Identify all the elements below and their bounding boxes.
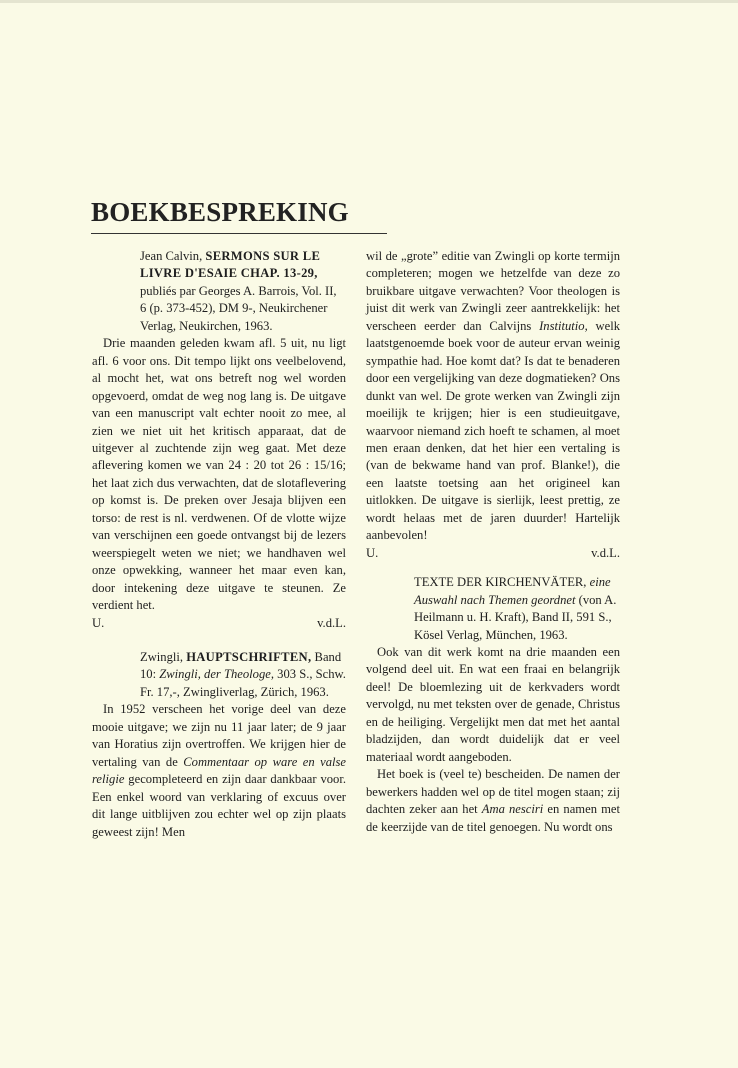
review-signature bbox=[92, 615, 346, 632]
signature-initial: U. bbox=[366, 545, 379, 560]
ref-band: Band 10: bbox=[140, 649, 342, 682]
ref-subtitle: Zwingli, der Theologe, bbox=[159, 667, 274, 682]
review-body-kirchenvater-2 bbox=[366, 766, 620, 836]
left-column bbox=[92, 248, 346, 841]
ref-details: 303 S., Schw. Fr. 17,-, Zwingliverlag, Zürich, 1963. bbox=[140, 667, 346, 699]
signature-name: v.d.L. bbox=[591, 545, 620, 560]
body-italic-title: Commentaar op ware en valse religie bbox=[92, 754, 347, 787]
signature-name: v.d.L. bbox=[317, 615, 346, 630]
ref-author: Jean Calvin, bbox=[140, 249, 206, 263]
ref-title: SERMONS SUR LE LIVRE D'ESAIE CHAP. 13-29, bbox=[140, 249, 321, 281]
title-underline bbox=[91, 233, 387, 234]
review-body-kirchenvater: Ook van dit werk komt na drie maanden een volgend deel uit. En wat een fraai en belangrijk deel! De bloemlezing uit de kerkvaders wordt vervolgd, nu met teksten over de genade, Christus en de heiliging. Vergelijkt men dat met het aantal bladzijden, dan wordt duidelijk dat er veel materiaal wordt aangeboden. bbox=[366, 644, 620, 764]
body-text: Het boek is (veel te) bescheiden. De namen der bewerkers hadden wel op de titel mogen staan; zij dachten zeker aan het bbox=[366, 767, 620, 817]
review-body-zwingli-continued bbox=[366, 248, 620, 545]
spacer bbox=[92, 632, 346, 649]
review-reference-zwingli bbox=[140, 649, 346, 701]
review-body-zwingli bbox=[92, 701, 346, 841]
review-signature bbox=[366, 545, 620, 562]
page-title: BOEKBESPREKING bbox=[91, 197, 349, 227]
body-italic-title: Institutio, bbox=[539, 318, 588, 333]
signature-initial: U. bbox=[92, 615, 105, 630]
body-text: welk laatstgenoemde boek voor de auteur ervan weinig sympathie had. Hoe komt dat? Is dat te benaderen door een vergelijking van deze dogmatieken? Ons dunkt van wel. De grote werken van Zwingli zijn moeilijk te krijgen; hier is een studieuitgave, waarvoor niemand zich hoeft te schamen, al moet men eraan denken, dat het hier een vertaling is (van de bekwame hand van prof. Blanke!), die een laatste toetsing aan het origineel kan uitlokken. De uitgave is sierlijk, leest prettig, ze wordt helaas met de jaren duurder! Hartelijk aanbevolen! bbox=[366, 318, 620, 543]
review-body-calvin: Drie maanden geleden kwam afl. 5 uit, nu ligt afl. 6 voor ons. Dit tempo lijkt ons veelbelovend, al mocht het, wat ons betreft nog wel worden opgevoerd, omdat de weg nog lang is. De uitgave van een manuscript valt echter nooit zo mee, al zien we niet uit het kritisch apparaat, dat de uitgever al zuchtende zijn weg gaat. Met deze aflevering komen we van 24 : 20 tot 26 : 15/16; het laat zich dus verwachten, dat de slotaflevering op komst is. De preken over Jesaja blijven een torso: de rest is nl. verdwenen. Of de vlotte wijze van verschijnen een goede ontvangst bij de lezers weerspiegelt weten we niet; we handhaven wel onze opwekking, wanneer het maar even kan, door intekening deze uitgave te steunen. Ze verdient het. bbox=[92, 336, 346, 613]
review-reference-kirchenvater bbox=[414, 574, 620, 644]
ref-title: TEXTE DER KIRCHENVÄTER, bbox=[414, 575, 587, 590]
ref-details: (von A. Heilmann u. H. Kraft), Band II, 591 S., Kösel Verlag, München, 1963. bbox=[414, 592, 617, 642]
scan-edge bbox=[0, 0, 738, 3]
ref-title: HAUPTSCHRIFTEN, bbox=[186, 649, 312, 664]
review-reference-calvin bbox=[140, 248, 346, 335]
body-text: In 1952 verscheen het vorige deel van deze mooie uitgave; we zijn nu 11 jaar later; de 9 jaar van Horatius zijn overtroffen. We krijgen hier de vertaling van de bbox=[92, 702, 346, 769]
ref-details: publiés par Georges A. Barrois, Vol. II, 6 (p. 373-452), DM 9-, Neukirchener Verlag, Neukirchen, 1963. bbox=[140, 283, 337, 333]
ref-author: Zwingli, bbox=[140, 649, 187, 664]
right-column bbox=[366, 248, 620, 836]
body-italic-title: Ama nesciri bbox=[481, 802, 544, 817]
body-text: wil de „grote” editie van Zwingli op korte termijn completeren; mogen we hetzelfde van deze zo bruikbare uitgave verwachten? Voor theologen is juist dit werk van Zwingli zeer aantrekkelijk: het verscheen eerder dan Calvijns bbox=[366, 249, 620, 333]
body-text: en namen met de keerzijde van de titel genoegen. Nu wordt ons bbox=[366, 802, 620, 834]
ref-subtitle: eine Auswahl nach Themen geordnet bbox=[414, 575, 611, 607]
body-text: gecompleteerd en zijn daar dankbaar voor. Een enkel woord van verklaring of excuus over dit lange uitblijven zou echter wel op zijn plaats geweest zijn! Men bbox=[92, 772, 346, 839]
spacer bbox=[366, 562, 620, 574]
